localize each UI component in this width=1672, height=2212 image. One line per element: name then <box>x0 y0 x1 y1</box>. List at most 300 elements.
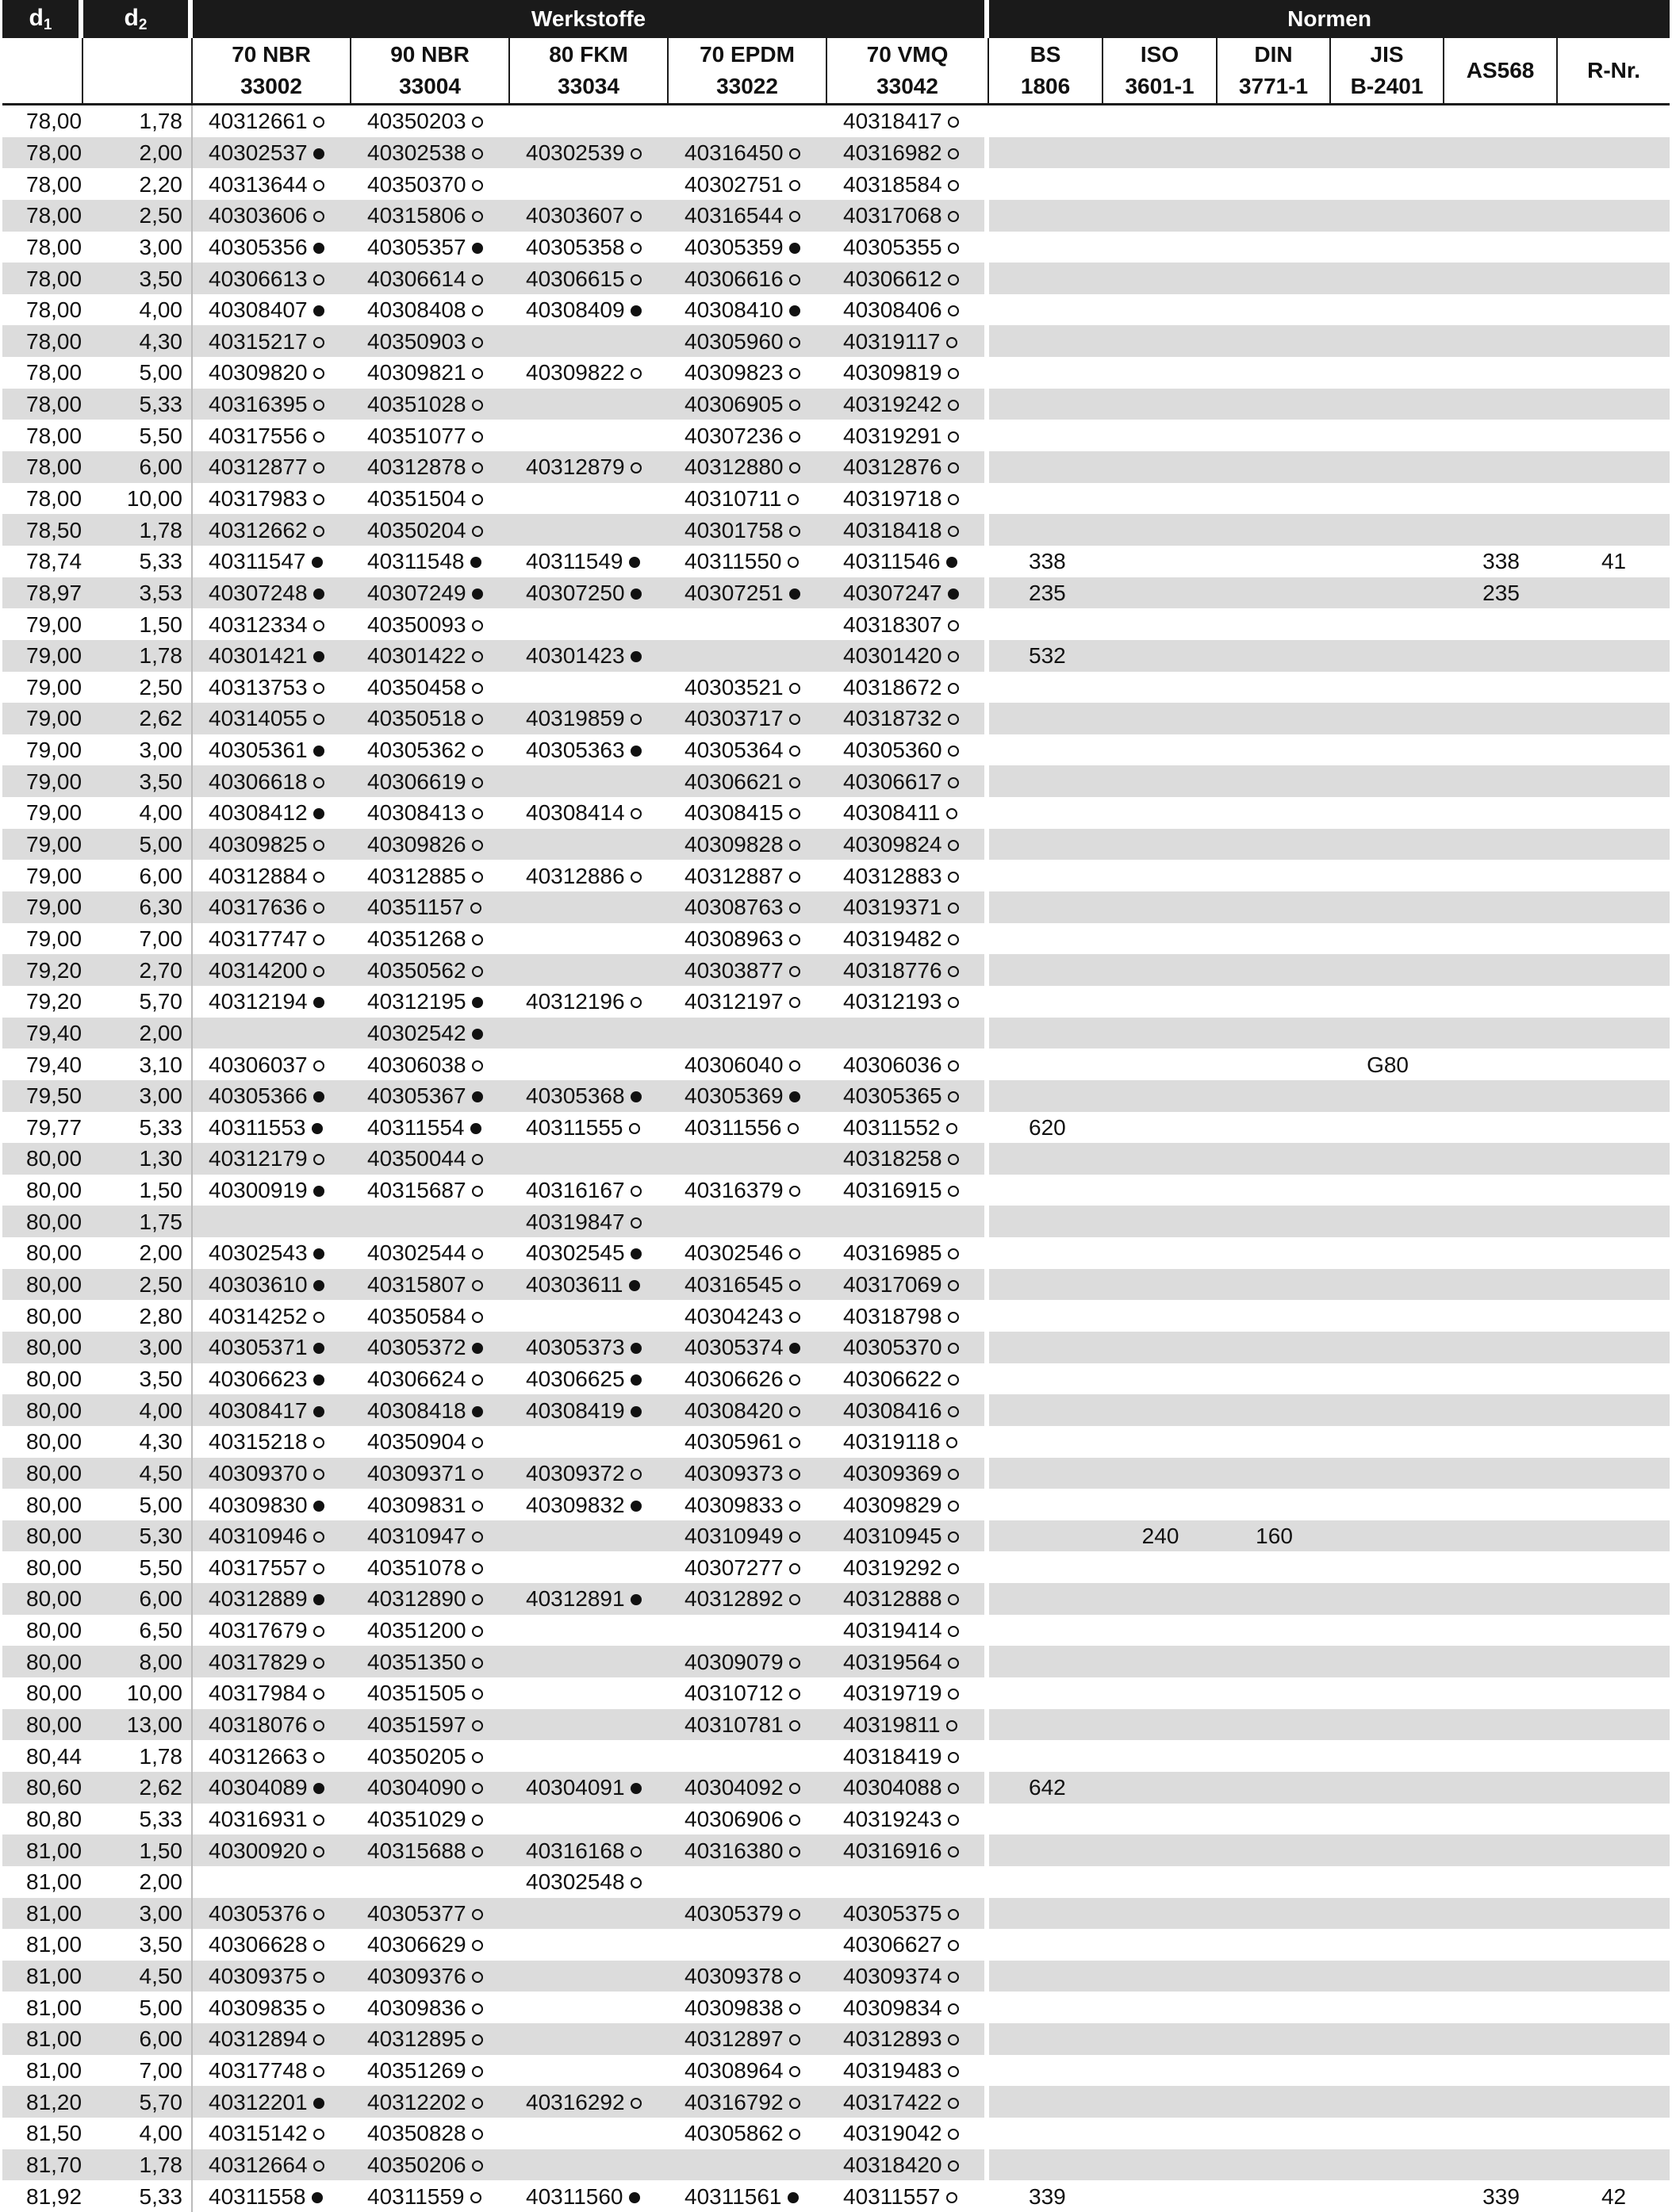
table-row <box>2 2023 1670 2055</box>
article-number: 40311554 <box>367 1114 465 1140</box>
standard-cell <box>1103 1426 1218 1458</box>
standard-cell <box>1444 1394 1558 1426</box>
material-cell <box>351 325 510 357</box>
material-cell <box>193 451 351 483</box>
open-circle-icon <box>472 1437 483 1448</box>
article-number: 40307251 <box>685 580 784 605</box>
table-row <box>2 357 1670 389</box>
d2-cell: 2,62 <box>83 703 193 734</box>
standard-cell <box>989 1804 1103 1835</box>
d2-cell: 1,75 <box>83 1206 193 1237</box>
standard-cell <box>1218 703 1331 734</box>
standard-cell <box>1331 105 1444 137</box>
standard-cell <box>1558 105 1670 137</box>
material-cell <box>827 954 989 986</box>
material-cell <box>193 703 351 734</box>
standard-cell <box>1558 2149 1670 2181</box>
standard-cell <box>1218 389 1331 420</box>
open-circle-icon <box>789 211 800 222</box>
standard-cell <box>1444 1772 1558 1804</box>
material-cell <box>669 608 827 640</box>
standard-cell <box>1103 1992 1218 2023</box>
standard-cell <box>989 1394 1103 1426</box>
open-circle-icon <box>948 1752 959 1763</box>
d2-cell: 5,00 <box>83 829 193 861</box>
open-circle-icon <box>472 1248 483 1259</box>
standard-cell: 160 <box>1218 1520 1331 1552</box>
d2-cell: 1,30 <box>83 1143 193 1175</box>
article-number: 40312202 <box>367 2089 466 2114</box>
standard-cell <box>1103 357 1218 389</box>
open-circle-icon <box>472 2003 483 2015</box>
open-circle-icon <box>631 714 642 725</box>
filled-circle-icon <box>313 1374 324 1386</box>
material-cell <box>193 891 351 923</box>
material-cell <box>510 703 669 734</box>
article-number: 40312661 <box>209 109 308 134</box>
standard-cell <box>1218 1018 1331 1049</box>
article-number: 40351268 <box>367 926 466 951</box>
table-row <box>2 1834 1670 1866</box>
material-cell <box>827 1300 989 1332</box>
standard-cell <box>1218 1458 1331 1489</box>
standard-cell <box>1558 2086 1670 2118</box>
article-number: 40350828 <box>367 2121 466 2146</box>
material-cell <box>193 1332 351 1363</box>
material-cell <box>669 1772 827 1804</box>
material-cell <box>193 1300 351 1332</box>
open-circle-icon <box>313 2160 324 2172</box>
table-row <box>2 451 1670 483</box>
open-circle-icon <box>948 1091 959 1102</box>
article-number: 40318307 <box>843 611 942 637</box>
open-circle-icon <box>472 620 483 631</box>
standard-cell <box>1558 1394 1670 1426</box>
standard-cell <box>1444 1677 1558 1709</box>
d1-cell: 78,00 <box>2 200 83 232</box>
material-cell <box>669 389 827 420</box>
standard-cell <box>1331 137 1444 169</box>
standard-cell <box>1218 1269 1331 1301</box>
standard-cell <box>1331 357 1444 389</box>
open-circle-icon <box>472 1752 483 1763</box>
table-row <box>2 891 1670 923</box>
standard-cell <box>1331 923 1444 955</box>
article-number: 40306615 <box>526 266 625 291</box>
open-circle-icon <box>948 1154 959 1165</box>
d2-cell: 1,78 <box>83 514 193 546</box>
table-row <box>2 734 1670 766</box>
standard-cell <box>989 1929 1103 1961</box>
d1-cell: 78,97 <box>2 577 83 609</box>
material-cell <box>351 483 510 515</box>
open-circle-icon <box>629 1123 640 1134</box>
standard-cell <box>989 1426 1103 1458</box>
material-cell <box>351 2118 510 2149</box>
standard-cell <box>1103 420 1218 451</box>
standard-cell <box>1218 325 1331 357</box>
standard-cell <box>1444 765 1558 797</box>
article-number: 40310949 <box>685 1524 784 1549</box>
material-cell <box>827 546 989 577</box>
filled-circle-icon <box>313 746 324 757</box>
open-circle-icon <box>472 1909 483 1920</box>
material-cell <box>827 1961 989 1992</box>
table-row <box>2 263 1670 294</box>
standard-cell <box>989 2149 1103 2181</box>
material-cell <box>669 1646 827 1677</box>
d2-cell: 5,50 <box>83 420 193 451</box>
article-number: 40351028 <box>367 392 466 417</box>
d1-cell: 80,00 <box>26 1366 82 1391</box>
d2-cell: 4,00 <box>83 1394 193 1426</box>
article-number: 40315142 <box>209 2121 308 2146</box>
standard-cell <box>1331 546 1444 577</box>
table-row <box>2 640 1670 672</box>
standard-cell <box>1444 1866 1558 1898</box>
standard-cell <box>1331 1772 1444 1804</box>
d1-cell: 80,00 <box>2 1269 83 1301</box>
material-cell <box>510 1834 669 1866</box>
standard-cell <box>989 2118 1103 2149</box>
d1-cell: 81,20 <box>2 2086 83 2118</box>
standard-cell <box>1103 923 1218 955</box>
open-circle-icon <box>789 934 800 945</box>
standard-cell <box>1558 1080 1670 1112</box>
d1-cell: 81,92 <box>26 2183 82 2209</box>
standard-cell <box>1331 2086 1444 2118</box>
table-row <box>2 514 1670 546</box>
standard-cell <box>1103 1175 1218 1206</box>
table-row <box>2 294 1670 326</box>
material-cell <box>193 1080 351 1112</box>
open-circle-icon <box>313 903 324 914</box>
material-cell <box>827 797 989 829</box>
open-circle-icon <box>948 1406 959 1417</box>
standard-cell <box>1218 891 1331 923</box>
article-number: 40312884 <box>209 863 308 888</box>
d2-cell: 3,50 <box>83 1363 193 1395</box>
material-cell <box>510 986 669 1018</box>
standard-cell <box>1103 168 1218 200</box>
article-number: 40309824 <box>843 832 942 857</box>
open-circle-icon <box>948 462 959 473</box>
standard-cell <box>1444 2149 1558 2181</box>
standard-cell <box>1558 1458 1670 1489</box>
d1-cell: 79,00 <box>26 738 82 763</box>
standard-cell <box>989 1206 1103 1237</box>
d2-cell: 2,50 <box>83 1269 193 1301</box>
standard-cell <box>1558 1898 1670 1930</box>
standard-cell <box>1103 546 1218 577</box>
standard-cell <box>1558 797 1670 829</box>
open-circle-icon <box>472 148 483 159</box>
standard-header-as568: AS568 <box>1444 38 1558 105</box>
standard-cell <box>989 105 1103 137</box>
article-number: 40304243 <box>685 1303 784 1328</box>
material-cell <box>669 1551 827 1583</box>
standard-cell <box>989 1237 1103 1269</box>
d2-cell: 1,78 <box>83 640 193 672</box>
article-number: 40351269 <box>367 2058 466 2084</box>
article-number: 40319371 <box>843 895 942 920</box>
open-circle-icon <box>789 1783 800 1794</box>
material-cell <box>351 263 510 294</box>
article-number: 40312334 <box>209 611 308 637</box>
table-row <box>2 1489 1670 1520</box>
article-number: 40312893 <box>843 2026 942 2052</box>
standard-cell <box>1444 137 1558 169</box>
d1-cell: 80,00 <box>26 1178 82 1203</box>
standard-cell <box>1218 546 1331 577</box>
open-circle-icon <box>313 1563 324 1574</box>
d1-cell: 81,00 <box>2 2023 83 2055</box>
material-cell <box>669 1363 827 1395</box>
standard-cell <box>1331 1646 1444 1677</box>
table-row <box>2 577 1670 609</box>
open-circle-icon <box>948 1343 959 1354</box>
open-circle-icon <box>789 1280 800 1291</box>
material-cell <box>510 1363 669 1395</box>
open-circle-icon <box>948 1783 959 1794</box>
article-number: 40312892 <box>685 1586 784 1612</box>
standard-cell <box>1331 232 1444 263</box>
open-circle-icon <box>789 400 800 411</box>
article-number: 40316931 <box>209 1806 308 1831</box>
standard-cell <box>989 1615 1103 1647</box>
standard-cell <box>1218 1112 1331 1144</box>
open-circle-icon <box>470 903 481 914</box>
d1-cell: 80,00 <box>2 1143 83 1175</box>
material-cell <box>193 1426 351 1458</box>
standard-cell <box>1218 1394 1331 1426</box>
article-number: 40312201 <box>209 2089 308 2114</box>
material-cell <box>351 546 510 577</box>
material-cell <box>351 1740 510 1772</box>
material-cell <box>193 1018 351 1049</box>
material-cell <box>827 168 989 200</box>
material-cell <box>351 1300 510 1332</box>
standard-cell <box>1558 2023 1670 2055</box>
open-circle-icon <box>946 337 957 348</box>
open-circle-icon <box>472 1469 483 1480</box>
table-row <box>2 325 1670 357</box>
article-number: 40314252 <box>209 1303 308 1328</box>
material-cell <box>669 860 827 891</box>
d2-cell: 5,70 <box>83 2086 193 2118</box>
standard-cell <box>1331 1615 1444 1647</box>
table-row <box>2 389 1670 420</box>
d1-cell: 81,00 <box>26 2058 82 2084</box>
article-number: 40305374 <box>685 1335 784 1360</box>
standard-cell <box>1558 1237 1670 1269</box>
article-number: 40311546 <box>843 549 941 574</box>
standard-cell <box>1558 514 1670 546</box>
article-number: 40318417 <box>843 109 942 134</box>
standard-cell <box>989 357 1103 389</box>
standard-cell <box>1218 1583 1331 1615</box>
open-circle-icon <box>313 1909 324 1920</box>
material-cell <box>351 608 510 640</box>
open-circle-icon <box>313 431 324 443</box>
material-cell <box>669 451 827 483</box>
material-cell <box>193 1677 351 1709</box>
article-number: 40301420 <box>843 643 942 669</box>
material-cell <box>669 2149 827 2181</box>
standard-cell <box>1331 608 1444 640</box>
d2-cell: 5,30 <box>83 1520 193 1552</box>
open-circle-icon <box>313 2034 324 2045</box>
open-circle-icon <box>313 2129 324 2140</box>
table-row <box>2 1804 1670 1835</box>
open-circle-icon <box>789 746 800 757</box>
open-circle-icon <box>631 997 642 1008</box>
d1-cell: 81,00 <box>26 1869 82 1895</box>
d1-cell: 81,00 <box>2 1898 83 1930</box>
d2-cell: 5,00 <box>83 1489 193 1520</box>
open-circle-icon <box>789 2003 800 2015</box>
article-number: 40305365 <box>843 1083 942 1109</box>
open-circle-icon <box>789 1594 800 1605</box>
open-circle-icon <box>948 2160 959 2172</box>
material-cell <box>510 2055 669 2087</box>
article-number: 40309825 <box>209 832 308 857</box>
d1-cell: 78,50 <box>2 514 83 546</box>
d1-cell: 80,00 <box>2 1458 83 1489</box>
article-number: 40308417 <box>209 1397 308 1423</box>
d1-cell: 80,00 <box>2 1583 83 1615</box>
material-cell <box>510 357 669 389</box>
material-cell <box>669 1489 827 1520</box>
material-cell <box>193 1772 351 1804</box>
table-row <box>2 200 1670 232</box>
article-number: 40350203 <box>367 109 466 134</box>
standard-cell <box>989 1269 1103 1301</box>
open-circle-icon <box>472 1658 483 1669</box>
article-number: 40306625 <box>526 1366 625 1391</box>
article-number: 40312887 <box>685 863 784 888</box>
standard-cell <box>1331 514 1444 546</box>
material-cell <box>510 1143 669 1175</box>
material-cell <box>351 1018 510 1049</box>
article-number: 40310945 <box>843 1524 942 1549</box>
open-circle-icon <box>948 746 959 757</box>
material-cell <box>510 829 669 861</box>
filled-circle-icon <box>313 1186 324 1197</box>
d2-cell: 2,50 <box>83 200 193 232</box>
material-cell <box>193 1898 351 1930</box>
material-cell <box>827 2149 989 2181</box>
article-number: 40307250 <box>526 580 625 605</box>
standard-cell <box>1558 389 1670 420</box>
standard-cell <box>1218 1206 1331 1237</box>
material-cell <box>669 1332 827 1363</box>
standard-cell <box>1558 483 1670 515</box>
article-number: 40312663 <box>209 1743 308 1769</box>
d2-cell: 3,50 <box>83 1929 193 1961</box>
filled-circle-icon <box>313 148 324 159</box>
standard-cell <box>1331 1237 1444 1269</box>
material-cell <box>351 891 510 923</box>
table-row <box>2 608 1670 640</box>
standard-cell <box>1331 1394 1444 1426</box>
article-number: 40316545 <box>685 1272 784 1298</box>
open-circle-icon <box>631 808 642 819</box>
material-cell <box>827 640 989 672</box>
standard-cell <box>1331 1426 1444 1458</box>
article-number: 40311548 <box>367 549 465 574</box>
standard-cell <box>1103 1489 1218 1520</box>
article-number: 40302548 <box>526 1869 625 1895</box>
material-cell <box>193 200 351 232</box>
filled-circle-icon <box>631 1501 642 1512</box>
material-cell <box>193 357 351 389</box>
material-cell <box>193 514 351 546</box>
standard-cell <box>1558 294 1670 326</box>
standard-cell <box>1218 1175 1331 1206</box>
open-circle-icon <box>472 462 483 473</box>
standard-cell <box>1103 703 1218 734</box>
article-number: 40309079 <box>685 1649 784 1674</box>
article-number: 40312876 <box>843 454 942 480</box>
open-circle-icon <box>472 494 483 505</box>
standard-cell <box>1558 137 1670 169</box>
standard-cell <box>1218 1143 1331 1175</box>
standard-cell <box>1103 200 1218 232</box>
d2-cell: 4,00 <box>83 797 193 829</box>
standard-cell <box>989 608 1103 640</box>
open-circle-icon <box>948 840 959 851</box>
material-cell <box>351 1898 510 1930</box>
material-cell <box>351 1394 510 1426</box>
standard-cell <box>1331 1489 1444 1520</box>
article-number: 40319811 <box>843 1712 941 1737</box>
material-cell <box>193 1112 351 1144</box>
standard-cell <box>1103 105 1218 137</box>
article-number: 40305371 <box>209 1335 308 1360</box>
open-circle-icon <box>472 2098 483 2109</box>
article-number: 40350903 <box>367 328 466 354</box>
standard-cell <box>989 1677 1103 1709</box>
open-circle-icon <box>948 368 959 379</box>
standard-cell <box>1444 1740 1558 1772</box>
material-cell <box>510 2023 669 2055</box>
open-circle-icon <box>789 431 800 443</box>
standard-cell <box>1218 1740 1331 1772</box>
standard-cell <box>1558 860 1670 891</box>
filled-circle-icon <box>789 1091 800 1102</box>
standard-cell <box>1218 1080 1331 1112</box>
open-circle-icon <box>313 620 324 631</box>
filled-circle-icon <box>313 588 324 600</box>
table-row <box>2 1112 1670 1144</box>
open-circle-icon <box>948 620 959 631</box>
standard-cell <box>1444 923 1558 955</box>
open-circle-icon <box>313 777 324 788</box>
material-cell <box>827 1866 989 1898</box>
material-cell <box>351 1112 510 1144</box>
article-number: 40309820 <box>209 360 308 385</box>
standard-header-rnr: R-Nr. <box>1558 38 1670 105</box>
article-number: 40319847 <box>526 1209 625 1234</box>
material-cell <box>669 1048 827 1080</box>
material-cell <box>510 105 669 137</box>
filled-circle-icon <box>789 243 800 254</box>
d1-cell: 79,00 <box>2 703 83 734</box>
standard-cell <box>1558 1834 1670 1866</box>
open-circle-icon <box>789 1437 800 1448</box>
material-cell <box>669 1520 827 1552</box>
